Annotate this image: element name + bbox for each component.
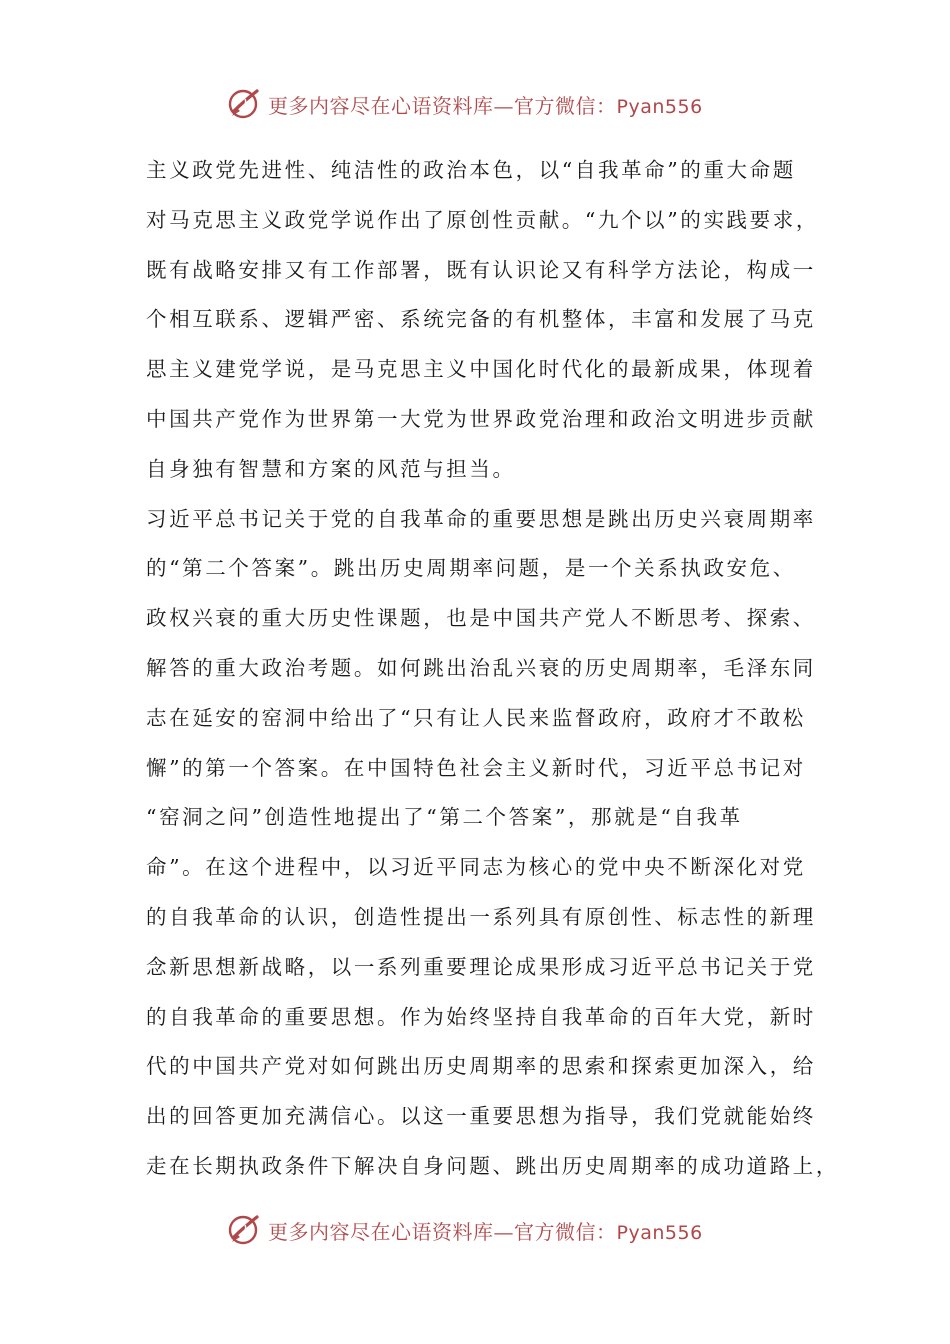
pen-circle-icon: [226, 86, 262, 122]
banner-wechat-id: Pyan556: [616, 1221, 703, 1244]
text-line: 志在延安的窑洞中给出了“只有让人民来监督政府，政府才不敢松: [146, 705, 806, 730]
text-line: “窑洞之问”创造性地提出了“第二个答案”，那就是“自我革: [146, 805, 743, 830]
text-line: 懈”的第一个答案。在中国特色社会主义新时代，习近平总书记对: [146, 755, 806, 780]
text-line: 解答的重大政治考题。如何跳出治乱兴衰的历史周期率，毛泽东同: [146, 655, 816, 680]
footer-banner-text: [268, 1216, 703, 1245]
banner-separator-text: —官方微信：: [493, 1219, 617, 1244]
banner-main-text: 更多内容尽在心语资料库: [268, 1219, 494, 1244]
text-line: 个相互联系、逻辑严密、系统完备的有机整体，丰富和发展了马克: [146, 307, 816, 332]
text-line: 主义政党先进性、纯洁性的政治本色，以“自我革命”的重大命题: [146, 158, 796, 182]
text-line: 的“第二个答案”。跳出历史周期率问题，是一个关系执政安危、: [146, 556, 796, 581]
text-line: 念新思想新战略，以一系列重要理论成果形成习近平总书记关于党: [146, 954, 816, 979]
text-line: 对马克思主义政党学说作出了原创性贡献。“九个以”的实践要求，: [146, 207, 819, 232]
text-line: 走在长期执政条件下解决自身问题、跳出历史周期率的成功道路上，: [146, 1153, 839, 1178]
header-banner: [226, 84, 746, 124]
text-line: 自身独有智慧和方案的风范与担当。: [146, 456, 516, 481]
text-line: 的自我革命的重要思想。作为始终坚持自我革命的百年大党，新时: [146, 1004, 816, 1029]
text-line: 思主义建党学说，是马克思主义中国化时代化的最新成果，体现着: [146, 357, 816, 382]
header-banner-text: [268, 90, 703, 119]
text-line: 既有战略安排又有工作部署，既有认识论又有科学方法论，构成一: [146, 257, 816, 282]
banner-separator-text: —官方微信：: [493, 93, 617, 118]
text-line: 政权兴衰的重大历史性课题，也是中国共产党人不断思考、探索、: [146, 606, 816, 631]
text-line: 命”。在这个进程中，以习近平同志为核心的党中央不断深化对党: [146, 855, 806, 880]
pen-circle-icon: [226, 1212, 262, 1248]
text-line: 中国共产党作为世界第一大党为世界政党治理和政治文明进步贡献: [146, 406, 816, 431]
banner-wechat-id: Pyan556: [616, 95, 703, 118]
footer-banner: [226, 1210, 746, 1250]
banner-main-text: 更多内容尽在心语资料库: [268, 93, 494, 118]
article-body: [146, 146, 839, 1192]
text-line: 的自我革命的认识，创造性提出一系列具有原创性、标志性的新理: [146, 904, 816, 929]
text-line: 习近平总书记关于党的自我革命的重要思想是跳出历史兴衰周期率: [146, 506, 816, 531]
text-line: 出的回答更加充满信心。以这一重要思想为指导，我们党就能始终: [146, 1104, 816, 1129]
text-line: 代的中国共产党对如何跳出历史周期率的思索和探索更加深入，给: [146, 1054, 816, 1079]
